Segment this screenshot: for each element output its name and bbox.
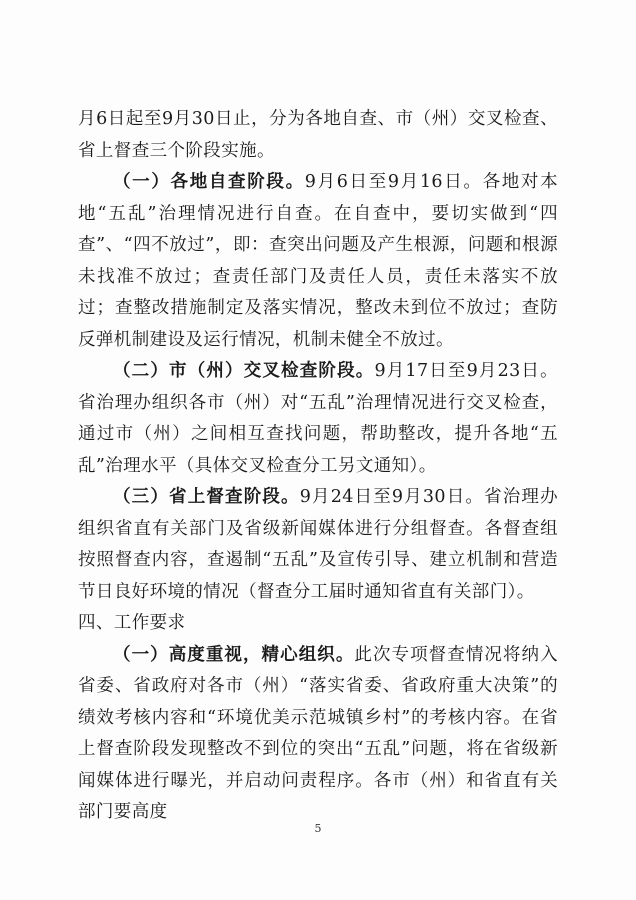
paragraph-text: 月6日起至9月30日止，分为各地自查、市（州）交叉检查、省上督查三个阶段实施。 [78,109,558,161]
document-body [78,104,558,829]
paragraph-text: 此次专项督查情况将纳入省委、省政府对各市（州）“落实省委、省政府重大决策”的绩效考核内容和“环境优美示范城镇乡村”的考核内容。在省上督查阶段发现整改不到位的突出“五乱”问题，将在省级新闻媒体进行曝光，并启动问责程序。各市（州）和省直有关部门要高度 [78,644,558,822]
subheading-self-check: （一）各地自查阶段。 [113,172,305,192]
subheading-provincial-inspection: （三）省上督查阶段。 [113,487,300,507]
paragraph-text: 9月6日至9月16日。各地对本地“五乱”治理情况进行自查。在自查中，要切实做到“四查”、“四不放过”，即：查突出问题及产生根源，问题和根源未找准不放过；查责任部门及责任人员，责任未落实不放过；查整改措施制定及落实情况，整改未到位不放过；查防反弹机制建设及运行情况，机制未健全不放过。 [78,172,559,350]
page-number: 5 [314,822,322,835]
section-heading-work-requirements: 四、工作要求 [78,613,186,633]
paragraph-cross-check [78,356,558,482]
paragraph-text: 9月24日至9月30日。省治理办组织省直有关部门及省级新闻媒体进行分组督查。各督查组按照督查内容，查遏制“五乱”及宣传引导、建立机制和营造节日良好环境的情况（督查分工届时通知省直有关部门）。 [78,487,558,602]
subheading-attention-organization: （一）高度重视，精心组织。 [113,644,355,665]
subheading-cross-check: （二）市（州）交叉检查阶段。 [113,361,375,381]
paragraph-continued [78,104,558,167]
paragraph-provincial-inspection [78,482,558,608]
paragraph-self-check [78,167,558,356]
paragraph-attention-organization [78,640,558,829]
paragraph-text: 9月17日至9月23日。省治理办组织各市（州）对“五乱”治理情况进行交叉检查，通过市（州）之间相互查找问题，帮助整改，提升各地“五乱”治理水平（具体交叉检查分工另文通知）。 [78,361,558,476]
